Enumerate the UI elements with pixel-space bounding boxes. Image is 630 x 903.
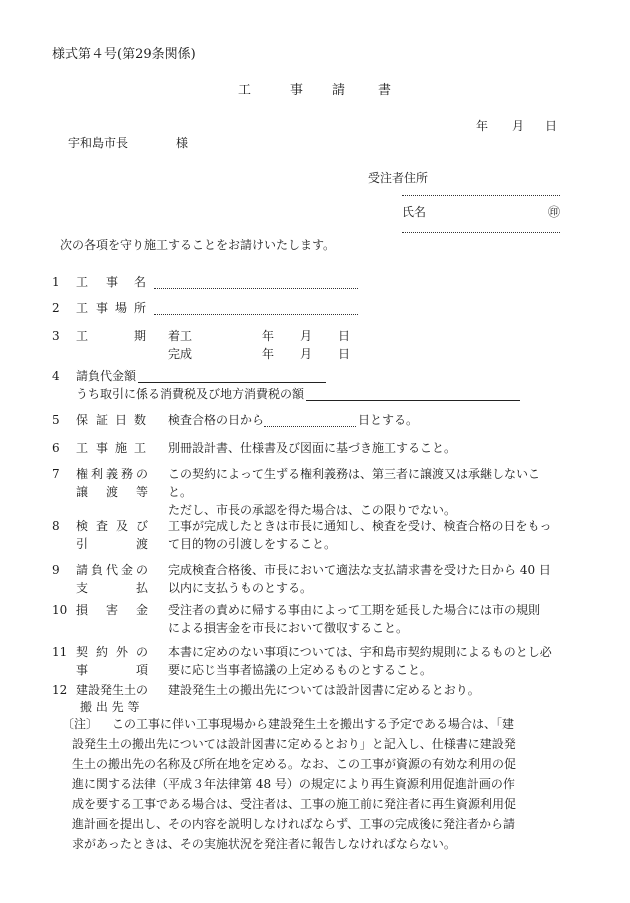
title-char: 書 [378, 83, 392, 98]
form-number: 様式第４号(第29条関係) [52, 47, 196, 62]
note-line: 進計画を提出し、その内容を説明しなければならず、工事の完成後に発注者から請 [72, 817, 516, 831]
item-label-char: 保 [76, 413, 89, 427]
addressee-name: 宇和島市長 [68, 136, 129, 150]
item-label-char: 譲 [76, 485, 89, 499]
item-label-char: 金 [121, 563, 134, 577]
contractor-name-label: 氏名 [402, 205, 427, 219]
item-number: 10 [52, 603, 68, 617]
date-month: 月 [512, 119, 525, 133]
item-body-line: 受注者の責めに帰する事由によって工期を延長した場合には市の規則 [168, 603, 541, 617]
item-number: 4 [52, 369, 60, 383]
item-label-char: の [136, 563, 149, 577]
item-label-char: 工 [76, 441, 89, 455]
item-label-line: 搬 出 先 等 [80, 700, 140, 714]
item-label-char: 施 [115, 441, 128, 455]
item-label-char: の [136, 645, 149, 659]
period-start-day: 日 [338, 329, 351, 343]
item-label-char: 義 [106, 467, 119, 481]
period-start-label: 着工 [168, 329, 193, 343]
item-label-char: 事 [96, 301, 109, 315]
item-body-line: による損害金を市長において徴収すること。 [168, 621, 409, 635]
item-label-char: 負 [91, 563, 104, 577]
item-label-char: 工 [76, 301, 89, 315]
item-label-char: 及 [116, 519, 129, 533]
seal-mark: ㊞ [548, 205, 561, 219]
contract-amount-label: 請負代金額 [76, 369, 137, 383]
item-number: 11 [52, 645, 68, 659]
item-label-char: 務 [121, 467, 134, 481]
contractor-address-label: 受注者住所 [368, 171, 429, 185]
address-dotted-line [402, 195, 560, 196]
item-label-char: 場 [115, 301, 128, 315]
item-label-char: 検 [76, 519, 89, 533]
item-label-char: 損 [76, 603, 89, 617]
item-body: 別冊設計書、仕様書及び図面に基づき施工すること。 [168, 441, 457, 455]
title-char: 請 [332, 83, 346, 98]
title-char: 事 [290, 83, 304, 98]
item-number: 9 [52, 563, 60, 577]
item-label-char: 数 [134, 413, 147, 427]
item-label-char: 代 [106, 563, 119, 577]
title-char: 工 [238, 83, 252, 98]
item-number: 6 [52, 441, 60, 455]
item-label-char: 名 [134, 275, 147, 289]
tax-amount-label: うち取引に係る消費税及び地方消費税の額 [76, 387, 305, 401]
intro-text: 次の各項を守り施工することをお請けいたします。 [60, 238, 336, 252]
item-label-char: 害 [106, 603, 119, 617]
item-label-char: 支 [76, 581, 89, 595]
addressee-honorific: 様 [176, 136, 189, 150]
note-line: この工事に伴い工事現場から建設発生土を搬出する予定である場合は、「建 [112, 717, 515, 731]
warranty-days-line [264, 426, 356, 427]
item-body-line: 工事が完成したときは市長に通知し、検査を受け、検査合格の日をもっ [168, 519, 552, 533]
item-label-char: 工 [134, 441, 147, 455]
name-dotted-line [402, 232, 560, 233]
construction-name-line [154, 288, 358, 289]
period-finish-year: 年 [262, 347, 275, 361]
period-start-year: 年 [262, 329, 275, 343]
item-label-char: 外 [116, 645, 129, 659]
note-line: 成を要する工事である場合は、受注者は、工事の施工前に発注者に再生資源利用促 [72, 797, 517, 811]
item-label-char: 金 [136, 603, 149, 617]
date-day: 日 [545, 119, 558, 133]
item-label-char: 期 [134, 329, 147, 343]
item-body-line: 完成検査合格後、市長において適法な支払請求書を受けた日から 40 日 [168, 563, 551, 577]
item-number: 5 [52, 413, 60, 427]
date-year: 年 [476, 119, 489, 133]
item-body: 建設発生土の搬出先については設計図書に定めるとおり。 [168, 683, 480, 697]
item-body-line: ただし、市長の承認を得た場合は、この限りでない。 [168, 503, 457, 517]
item-label-char: 払 [136, 581, 149, 595]
item-label-char: 引 [76, 537, 89, 551]
construction-site-line [154, 314, 358, 315]
item-label-char: 工 [76, 329, 89, 343]
period-start-month: 月 [300, 329, 313, 343]
tax-amount-line [306, 400, 520, 401]
item-label-line: 建設発生土の [76, 683, 149, 697]
item-label-char: 事 [96, 441, 109, 455]
item-label-char: 請 [76, 563, 89, 577]
item-number: 2 [52, 301, 60, 315]
item-label-char: の [136, 467, 149, 481]
item-body-line: て目的物の引渡しをすること。 [168, 537, 337, 551]
note-prefix: 〔注〕 [62, 717, 99, 731]
note-line: 設発生土の搬出先については設計図書に定めるとおり」と記入し、仕様書に建設発 [72, 737, 516, 751]
item-label-char: 証 [96, 413, 109, 427]
item-label-char: 利 [91, 467, 104, 481]
item-label-char: 等 [136, 485, 149, 499]
note-line: 進に関する法律（平成３年法律第 48 号）の規定により再生資源利用促進計画の作 [72, 777, 515, 791]
item-label-char: び [136, 519, 149, 533]
period-finish-label: 完成 [168, 347, 193, 361]
period-finish-month: 月 [300, 347, 313, 361]
item-number: 7 [52, 467, 60, 481]
note-line: 生土の搬出先の名称及び所在地を定める。なお、この工事が資源の有効な利用の促 [72, 757, 517, 771]
item-label-char: 契 [76, 645, 89, 659]
note-line: 求があったときは、その実施状況を発注者に報告しなければならない。 [72, 837, 456, 851]
item-body-line: と。 [168, 485, 193, 499]
item-label-char: 渡 [136, 537, 149, 551]
item-label-char: 渡 [106, 485, 119, 499]
item-label-char: 査 [96, 519, 109, 533]
item-body-line: 要に応じ当事者協議の上定めるものとすること。 [168, 663, 433, 677]
item-label-char: 項 [136, 663, 149, 677]
item-label-char: 事 [76, 663, 89, 677]
item-body-line: 以内に支払うものとする。 [168, 581, 313, 595]
warranty-text-pre: 検査合格の日から [168, 413, 265, 427]
item-number: 1 [52, 275, 60, 289]
item-body-line: この契約によって生ずる権利義務は、第三者に譲渡又は承継しないこ [168, 467, 541, 481]
item-number: 12 [52, 683, 68, 697]
warranty-text-post: 日とする。 [358, 413, 419, 427]
item-label-char: 事 [106, 275, 119, 289]
item-label-char: 日 [115, 413, 128, 427]
contract-amount-line [138, 382, 326, 383]
item-number: 3 [52, 329, 60, 343]
item-label-char: 約 [96, 645, 109, 659]
item-label-char: 所 [134, 301, 147, 315]
item-label-char: 権 [76, 467, 89, 481]
item-body-line: 本書に定めのない事項については、宇和島市契約規則によるものとし必 [168, 645, 552, 659]
item-number: 8 [52, 519, 60, 533]
period-finish-day: 日 [338, 347, 351, 361]
item-label-char: 工 [76, 275, 89, 289]
